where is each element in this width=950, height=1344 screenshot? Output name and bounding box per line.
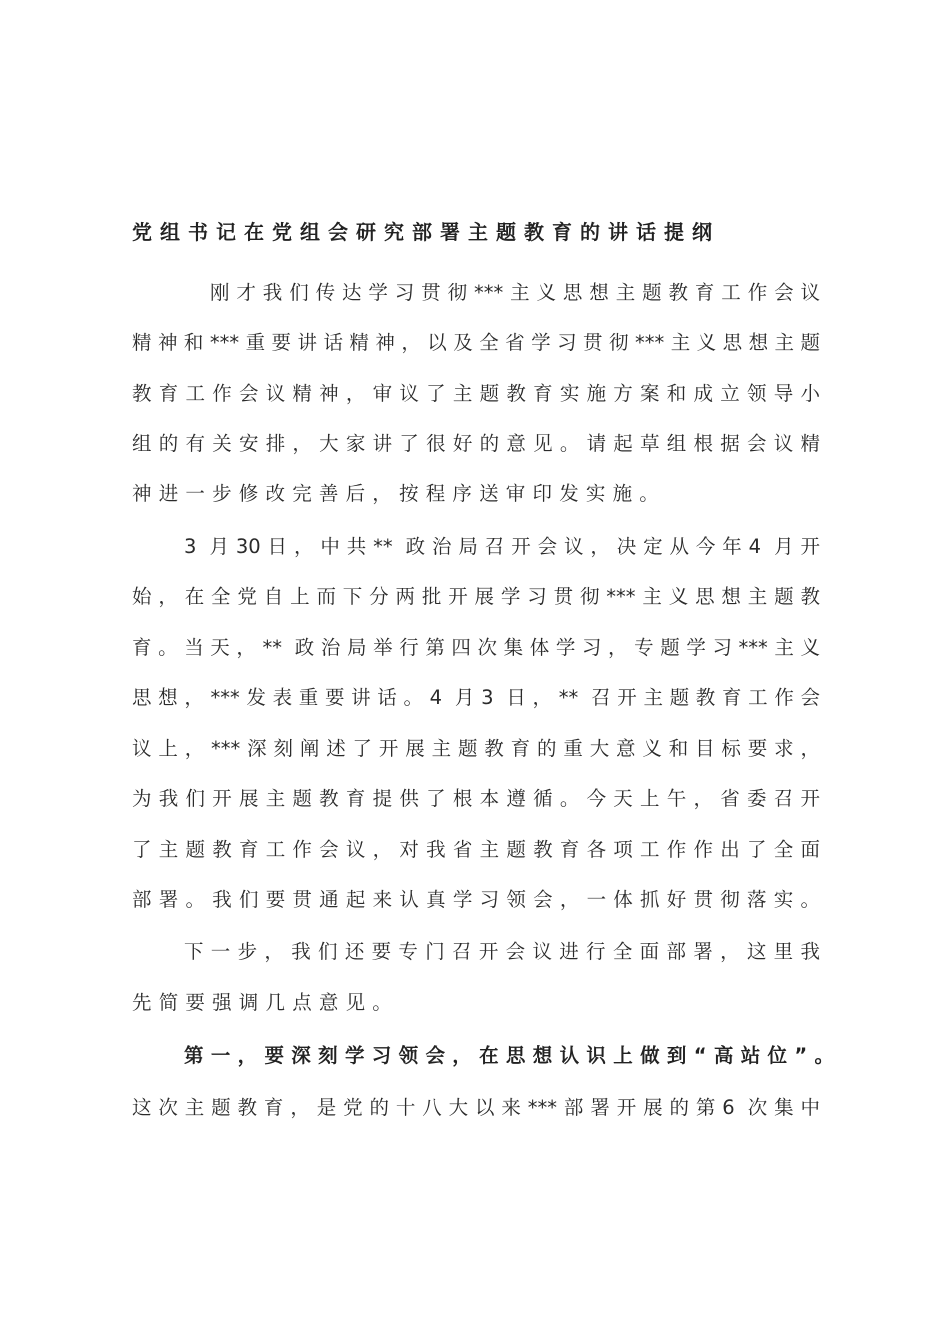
paragraph-line: 了主题教育工作会议，对我省主题教育各项工作作出了全面 xyxy=(132,838,820,861)
paragraph-line: 下一步，我们还要专门召开会议进行全面部署，这里我 xyxy=(184,940,820,963)
paragraph-line: 议上，***深刻阐述了开展主题教育的重大意义和目标要求， xyxy=(132,737,820,760)
paragraph-line: 组的有关安排，大家讲了很好的意见。请起草组根据会议精 xyxy=(132,432,820,455)
paragraph-line: 精神和***重要讲话精神，以及全省学习贯彻***主义思想主题 xyxy=(132,331,820,354)
paragraph-line: 思想，***发表重要讲话。4 月3 日，** 召开主题教育工作会 xyxy=(132,686,820,709)
paragraph-line: 始，在全党自上而下分两批开展学习贯彻***主义思想主题教 xyxy=(132,585,820,608)
document-title: 党组书记在党组会研究部署主题教育的讲话提纲 xyxy=(132,220,720,244)
section-heading: 第一，要深刻学习领会，在思想认识上做到“高站位”。 xyxy=(184,1044,834,1067)
paragraph-line: 神进一步修改完善后，按程序送审印发实施。 xyxy=(132,482,667,505)
paragraph-line: 这次主题教育，是党的十八大以来***部署开展的第6 次集中 xyxy=(132,1096,820,1119)
paragraph-line: 为我们开展主题教育提供了根本遵循。今天上午，省委召开 xyxy=(132,787,820,810)
paragraph-line: 部署。我们要贯通起来认真学习领会，一体抓好贯彻落实。 xyxy=(132,888,820,911)
paragraph-line: 刚才我们传达学习贯彻***主义思想主题教育工作会议 xyxy=(210,281,820,304)
paragraph-line: 教育工作会议精神，审议了主题教育实施方案和成立领导小 xyxy=(132,382,820,405)
paragraph-line: 育。当天，** 政治局举行第四次集体学习，专题学习***主义 xyxy=(132,636,820,659)
paragraph-line: 先简要强调几点意见。 xyxy=(132,991,400,1014)
paragraph-line: 3 月30日，中共** 政治局召开会议，决定从今年4 月开 xyxy=(184,535,820,558)
